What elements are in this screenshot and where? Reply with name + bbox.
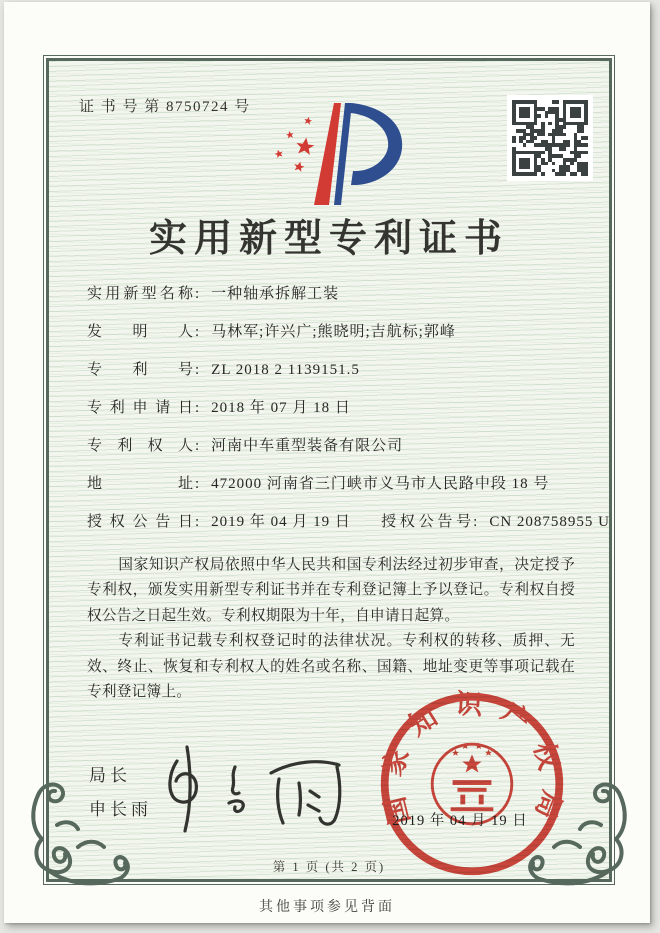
- seal-ring-text: 国家知识产权局: [375, 688, 569, 839]
- field-label: 专利申请日: [87, 400, 193, 416]
- qr-code-grid: [512, 100, 588, 176]
- certificate-number: 证 书 号 第 8750724 号: [79, 99, 251, 115]
- field-label: 实用新型名称: [87, 286, 193, 302]
- signer-name: 申长雨: [89, 800, 152, 819]
- label-colon: :: [195, 400, 200, 416]
- field-label: 授权公告日: [87, 514, 193, 530]
- field-row-patentee: [87, 434, 589, 459]
- corner-flourish-icon: [521, 775, 643, 897]
- label-colon: :: [473, 514, 478, 530]
- label-colon: :: [195, 514, 200, 530]
- field-value: 2019 年 04 月 19 日: [211, 514, 351, 530]
- field-label: 专利权人: [87, 438, 193, 454]
- label-colon: :: [195, 476, 200, 492]
- qr-code: [507, 95, 593, 181]
- cnipa-logo-svg: [255, 97, 405, 209]
- certificate-title: 实用新型专利证书: [148, 218, 509, 260]
- field-label: 专利号: [87, 362, 193, 378]
- certificate-border-frame: [46, 58, 612, 882]
- field-label: 发明人: [87, 324, 193, 340]
- field-label: 地址: [87, 476, 193, 492]
- signature-handwriting: [149, 737, 367, 839]
- certificate-page: [4, 2, 650, 923]
- field-value: 马林军;许兴广;熊晓明;吉航标;郭峰: [211, 324, 456, 340]
- signer-title: 局长: [89, 766, 131, 785]
- legal-paragraph-1: 国家知识产权局依照中华人民共和国专利法经过初步审查，决定授予专利权，颁发实用新型专利证书并在专利登记簿上予以登记。专利权自授权公告之日起生效。专利权期限为十年，自申请日起算。: [87, 557, 575, 624]
- label-colon: :: [195, 362, 200, 378]
- field-value-grant-no: CN 208758955 U: [489, 514, 611, 530]
- field-row-filing-date: [87, 396, 589, 421]
- page-number: 第 1 页 (共 2 页): [272, 860, 386, 874]
- field-value: 2018 年 07 月 18 日: [211, 400, 351, 416]
- field-row-address: [87, 472, 589, 497]
- label-colon: :: [195, 286, 200, 302]
- field-label-grant-no: 授权公告号: [381, 514, 472, 530]
- field-list: [87, 282, 611, 548]
- field-row-inventors: [87, 320, 589, 345]
- legal-paragraph-2: 专利证书记载专利权登记时的法律状况。专利权的转移、质押、无效、终止、恢复和专利权人的姓名或名称、国籍、地址变更等事项记载在专利登记簿上。: [87, 633, 575, 701]
- field-value: 一种轴承拆解工装: [211, 286, 340, 302]
- field-row-grant-date: [87, 510, 611, 535]
- field-value: ZL 2018 2 1139151.5: [211, 362, 360, 378]
- cnipa-logo-icon: [255, 97, 405, 209]
- footer-note: 其他事项参见背面: [259, 900, 395, 915]
- signature-svg: [149, 737, 367, 839]
- legal-text: [87, 553, 575, 705]
- label-colon: :: [195, 438, 200, 454]
- field-row-patent-no: [87, 358, 589, 383]
- field-value: 河南中车重型装备有限公司: [211, 438, 404, 454]
- label-colon: :: [195, 324, 200, 340]
- field-row-name: [87, 282, 589, 307]
- field-value: 472000 河南省三门峡市义马市人民路中段 18 号: [211, 476, 550, 492]
- corner-flourish-icon: [15, 775, 137, 897]
- seal-date: 2019 年 04 月 19 日: [392, 813, 528, 829]
